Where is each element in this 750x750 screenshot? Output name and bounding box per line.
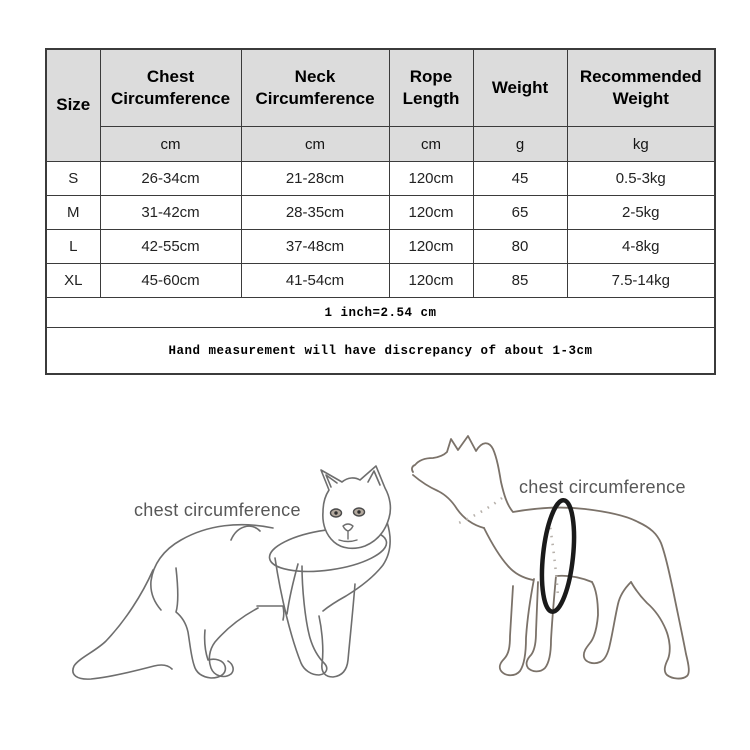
cat-hind-leg-near [176,568,225,678]
dog-neck-dotted-line [454,498,502,525]
weight-value: 80 [473,230,567,264]
dog-chest-outline [484,528,533,580]
col-header-size: Size [46,49,100,162]
size-value: L [46,230,100,264]
dog-jaw-outline [413,475,484,528]
header-row [46,49,715,127]
col-header-chest: Chest Circumference [100,49,241,127]
rope-value: 120cm [389,162,473,196]
unit-weight: g [473,127,567,162]
size-value: XL [46,264,100,298]
rope-value: 120cm [389,264,473,298]
cat-tail [73,570,172,679]
unit-recommended: kg [567,127,715,162]
cat-hind-leg-far [209,608,258,676]
cat-pupil-right [357,510,360,513]
chest-value: 26-34cm [100,162,241,196]
dog-chest-dotted-line [549,520,558,596]
units-row [46,127,715,162]
unit-chest: cm [100,127,241,162]
table-row-s [46,162,715,196]
size-table [45,48,716,375]
dog-illustration [405,428,705,720]
unit-rope: cm [389,127,473,162]
weight-value: 65 [473,196,567,230]
inch-conversion-note: 1 inch=2.54 cm [46,298,715,328]
cat-shoulder-hump [231,526,260,540]
table-row-xl [46,264,715,298]
note-row-inch [46,298,715,328]
note-row-discrepancy [46,328,715,375]
col-header-recommended: Recommended Weight [567,49,715,127]
size-value: S [46,162,100,196]
recommended-value: 7.5-14kg [567,264,715,298]
measurement-discrepancy-note: Hand measurement will have discrepancy of about 1-3cm [46,328,715,375]
chest-value: 42-55cm [100,230,241,264]
cat-back-outline [151,525,273,610]
table-row-l [46,230,715,264]
neck-value: 37-48cm [241,230,389,264]
rope-value: 120cm [389,196,473,230]
chest-value: 45-60cm [100,264,241,298]
dog-chest-circumference-label: chest circumference [519,477,686,497]
dog-belly-line [556,576,592,582]
dog-hind-leg-far [584,582,631,663]
chest-value: 31-42cm [100,196,241,230]
neck-value: 41-54cm [241,264,389,298]
recommended-value: 4-8kg [567,230,715,264]
rope-value: 120cm [389,230,473,264]
recommended-value: 0.5-3kg [567,162,715,196]
table-row-m [46,196,715,230]
dog-front-leg-far [500,579,534,675]
col-header-weight: Weight [473,49,567,127]
neck-value: 21-28cm [241,162,389,196]
dog-girth-ring [537,499,579,614]
neck-value: 28-35cm [241,196,389,230]
unit-neck: cm [241,127,389,162]
col-header-neck: Neck Circumference [241,49,389,127]
recommended-value: 2-5kg [567,196,715,230]
col-header-rope: Rope Length [389,49,473,127]
weight-value: 85 [473,264,567,298]
size-value: M [46,196,100,230]
cat-pupil-left [334,511,337,514]
weight-value: 45 [473,162,567,196]
cat-illustration [65,458,410,728]
cat-belly-line [257,606,284,620]
cat-chest-circumference-label: chest circumference [134,500,301,520]
